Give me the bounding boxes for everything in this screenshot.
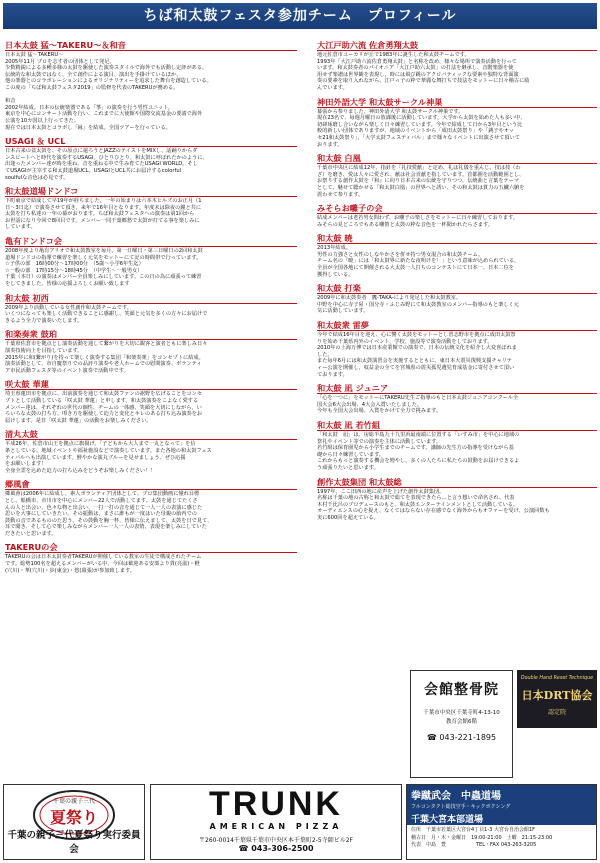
team-name: 和楽奏衆 鼓珀 — [5, 329, 297, 340]
team-description: 平成26年、佐倉市山王を拠点に旗揚げ。「子どもから大人まで一丸となって」を信 条としている。地域イベントや福祉施設などで演奏しています。また各地の和太鼓フェス ティバルへも出演しています。鮮やかな演丸ブルーを見せましょう、ぜひ応援 をお願いします！ 全身全霊を込めた迫力の打ち込みをどうぞお楽しみください！！ — [5, 441, 212, 474]
ad-drt-cert: 認定院 — [547, 709, 566, 716]
ad-drt-association — [517, 670, 597, 728]
team-profile — [317, 420, 597, 472]
team-profile — [5, 479, 297, 537]
ad-drt-subtitle: Double Hand Reset Technique — [520, 676, 594, 681]
team-description: TAKERUの会は日本太鼓奏者TAKERUが開催している教室の生徒で構成されたチーム です。総勢100名を超えるメンバーがいる中、今回は歓迎ある安部より貫(亮滋)・軽 (穴川)・華(穴川)・歩(東金)・悠(幕張)が参加致します。 — [5, 554, 202, 574]
team-profile — [317, 153, 597, 198]
ad-kaikan-seikotsuin — [410, 670, 513, 778]
trunk-tel: ☎ 043-306-2500 — [238, 844, 314, 853]
team-name: 亀有ドンドコ会 — [5, 236, 297, 247]
team-name: 和太鼓 打楽 — [317, 283, 597, 294]
team-description: 2013年結成。 男性の力強さと女性のしなやかさを併せ持つ男女混合の和太鼓チーム。 チーム名の「暁」には「和太鼓界に新たな夜明けを！」という意味が込められている。 全員が全国各地にて開催される大太鼓一人打ちのコンテストにて日本一、日本二位を 獲得している。 — [317, 245, 520, 278]
team-name: 郷風會 — [5, 479, 297, 490]
team-description: 「和太鼓 凪」は、房総半島九十九里浜最南端に位置する「いすみ市」を中心に地域の 祭礼やイベント等での演奏を主体に活動しています。 若竹組は保育園児から小学生までのチームです。講師の先生方の指導を受けながら基 礎から日々練習しています。 これからもっと演奏する機会を増やし、多くの人たちに私たちの鼓動をお届けできるよ う頑張りたいと思います。 — [317, 431, 520, 471]
team-profile — [317, 283, 597, 315]
team-description: 地元佐倉市ユーカリが丘で1983年に誕生した和太鼓チームです。 1993年「大江戸助六流佐倉勇翔太鼓」と名称を改め、様々な場所で演奏活動を行って います。和太鼓奏者のパイオニア「大江戸助六太鼓」の打法を継承し、音階楽器を使 用せず楽譜は世界観を表現し、時には飛び跳のアクロバティックな要素や独特な背面演 奏の要素を取り入れながら、江戸っ子の粋で華麗な舞打ちで技法をモットーに日々稽古に励 んでいます。 — [317, 52, 530, 91]
team-description: 2008年度より亀有アリオで和太鼓教室を毎月、第一日曜日・第三日曜日の2回和太鼓 道場ドンドコの指導で練習を楽しく元気をモットーにて記の時間帯で行っています。 ☆子供の部 16時00分〜17時00分 （5歳〜小学6年生迄） ☆一般の部 17時15分〜18時45分 （中学生〜一般男女） 千葉（本日）の演奏はメンバー全員楽しみにしています。この日の為に頑張って練習 をしてきました。皆様の応援よろしくお願い致します — [5, 248, 203, 288]
team-profile — [5, 40, 297, 131]
dojo-branch: 千葉大宮本部道場 — [411, 815, 484, 825]
team-profile — [5, 379, 297, 424]
team-description: 日本太鼓 猛〜TAKERU〜 2005年11月 プロを志す者の団体として発足。 少数精鋭による多種多様の太鼓を駆使した演奏スタイルで海外でも活動し定評がある。 伝統的な和太鼓ではなく、全て創作による演目、演出を手掛けているほか、 他の楽器とのコラボレーションによるオリジナリティーを追求した舞台を創造している。 この度の「ちば和太鼓フェスタ2019」の監修を代表のTAKERUが務める。 和音 2002年結成。日本の伝統楽器である「箏」の演奏を行う男性ユニット。 東京を中心にコンサート活動を行い、これまでに大使館や国際交流基金の要請で海外 公演を10カ国以上行ってきた。 現在では日本太鼓とコラボし「縁」を結成。全国ツアーを行っている。 — [5, 52, 212, 131]
team-name: 日本太鼓 猛〜TAKERU〜＆和音 — [5, 40, 297, 51]
team-profile — [317, 320, 597, 378]
team-name: TAKERUの会 — [5, 542, 297, 553]
team-name: 咲太鼓 華蓮 — [5, 379, 297, 390]
team-name: 清丸太鼓 — [5, 429, 297, 440]
ad-karate-dojo — [406, 784, 597, 860]
team-profile — [5, 329, 297, 374]
team-profile — [317, 383, 597, 415]
ad-kaikan-address: 千葉市中央区千葉寺町4-13-10 教育会館6階 — [423, 710, 500, 725]
team-description: 幕張から参りました、神田外語大学 和太鼓サークル神巣です。 現在23名で、毎週月曜日の放課後に活動しています。大学から太鼓を始めた人も多い中、 切磋琢磨し合いながら楽しく日々練習しています。今年で結成して日から3年目という比 較的新しい団体でありますが、地域のイベントから「成田太鼓祭り」や「銚子やオッ セ21和太鼓祭り」、「大学太鼓フェスティバル」まで様々なイベントに出演させて頂いて おります。 — [317, 108, 526, 148]
page-title: ちば和太鼓フェスタ参加チーム プロフィール — [3, 3, 597, 29]
team-description: 千葉県佐倉市を拠点とし演奏活動を通して繋がりを大切に観客と演者ともに楽しみ日々 演奏技術向上を目指しています。 2015年に和(繋がり)を持って楽しく演奏する集団「和楽奏衆」をコンセプトに結成。 演奏活動として、市自慶祭りでの品評り演奏や老人ホームでの慰問演奏、ボランティ ア市民活動フェスタ等のイベント演奏で活動中です。 — [5, 341, 208, 374]
team-name: 神田外語大学 和太鼓サークル神巣 — [317, 97, 597, 108]
team-profile — [317, 233, 597, 278]
team-name: 和太鼓 暁 — [317, 233, 597, 244]
natsumatsuri-logo-text: 夏祭り — [49, 808, 99, 827]
team-name: USAGI ＆ UCL — [5, 136, 297, 147]
trunk-address: 〒260-0014千葉県千葉市中央区本千葉町2-5寺師ビル2F — [199, 837, 353, 844]
team-description: 結成メンバーは老若男女問わず、お囃子の楽しさをモットーに日々練習しております。 みそらの見どころでもある囃笛と太鼓の粋な音色を一杯聞かれたらさます。 — [317, 215, 518, 228]
team-description: 日本古来の盆太鼓を、その原点に還ろうとJAZZのテイストをMIXし、話踊りからダ ンスビートへと時代を演奏するUSAGI。ひとりひとり、和太鼓に呼ばれたかのように、 出逢ったメンバー達が時を重ね、音を重ねる中で生み育てたUSAGI WORLD。そし てUSAGIが主宰する和太鼓道場UCL。USAGIとUCL共にお届けするcolorful soulfulな音色は必見です。 — [5, 148, 208, 181]
team-description: 2009年より活動している女性創作和太鼓チームです。 いくつになっても楽しく活動できることに感謝し、笑顔と元気を多くの方々にお届けで きるよう全力で演奏いたします。 — [5, 304, 208, 324]
team-description: 下町東京で結成して早19年が経ちました。一年の始まりは六本木ヒルズのお正月（1 日〜3日迄）で演奏させて頂き、来年で16年目となります。年度末は除夜の鐘と共に 太鼓を打ち私達の一年の幕がおります。ちば和太鼓フェスタへの演奏は第1回から お世話になり今回で8回目です。メンバー一同千葉郷愁で太鼓が打てる事を楽しみに しています。 — [5, 198, 202, 231]
ad-drt-name: 日本DRT協会 — [521, 689, 593, 702]
ad-natsumatsuri — [3, 784, 145, 860]
team-profile — [5, 236, 297, 288]
team-name: 和太鼓道場ドンドコ — [5, 186, 297, 197]
trunk-subtitle: AMERICAN PIZZA — [209, 822, 343, 831]
team-profile — [5, 186, 297, 231]
team-description: 埼玉県蓮田市を拠点に、出前演奏を通じて和太鼓ファンの裾野を広げることをコンセ プトとして活動している「咲太鼓 華蓮」と申します。和太鼓演奏をこよなく愛する メンバー達は、それぞれの世代の個性、チームの一体感、笑顔を大切にしながら、い ろいろな太鼓の打ち方、叩き方を駆使して迫力と変化とキレのある打ち込み演奏をお 届けします。是非「咲太鼓 華蓮」の活動をお楽しみください。 — [5, 391, 203, 424]
team-profile — [317, 97, 597, 149]
dojo-header — [407, 785, 596, 825]
ad-trunk-pizza — [150, 784, 402, 860]
team-name: 和太鼓 凪 ジュニア — [317, 383, 597, 394]
team-description: 「心を一つに」をモットーにTAKERU先生ご指導のもと日本太鼓ジュニアコンクール全 国大会6大会出場、4大会入賞いたしました。 今年も全国大会出場、入賞をかけて全力で挑みます。 — [317, 395, 519, 415]
ad-natsumatsuri-org: 千葉の親子三代夏祭り実行委員会 — [7, 830, 141, 855]
team-profile — [5, 542, 297, 574]
team-name: 創作太鼓集団 和太鼓総 — [317, 477, 597, 488]
ad-kaikan-tel: ☎ 043-221-1895 — [426, 733, 497, 742]
team-description: 千葉市中央区に結成12年、指針を「礼技愛献」と定め、礼は礼儀を重んじ、技は技（わ ざ）を磨き、愛は人々に愛され、献は社会貢献を指しています。首都圏を活動範囲とし、 お祭りする創作太鼓を『和』に向り日本古来の伝統を守りつつ、伝統曲と言葉をテーマ として、魅せて聴かせる「和太鼓白凰」の世界へと誘い、その和太鼓は貫力の五臓六腑を 震わせて参ります。 — [317, 165, 525, 198]
team-name: 大江戸助六流 佐倉勇翔太鼓 — [317, 40, 597, 51]
team-description: 今年で結成16年目を迎え、心に響く太鼓をモットーとし習志野市を拠点に成田太鼓祭 りを始め千葉県内外のイベント、学校、施設等で演奏活動をしております。 2010年の上海万博では日本産業館での演奏で、日本の伝統文化を紹介し大変喜ばれま した。 また毎年6月には和太鼓演習会を実施するとともに、東日本大震災復興支援チャリテ ィー公演を開催し、収益金の全てを宮城県の震災孤児遺児育成基金に寄付させて頂い ております。 — [317, 332, 517, 378]
team-profile — [5, 293, 297, 325]
team-name: 和太鼓衆 雷夢 — [317, 320, 597, 331]
trunk-logo: TRUNK — [209, 785, 343, 823]
team-description: 2009年に和太鼓奏者 鷹-TAKA-により発足した和太鼓教室。 中野を中心に寺子屋・国分寺・ふじみ野にて和太鼓教室のメンバー指導のもと楽しく元 気に活動しています。 — [317, 295, 519, 315]
team-description: 1997年、ここ田西の地に産声を上げた創作太鼓集団。 名称は千葉の地の古称と和太鼓で総てを表現できたら…と言う想いで命名され、代表 木村千比呂のプロデュースのもと、和太鼓エンターテインメントとして活動している。 オーディエンスの心を捉え、なくてはならない存在感でなく海外からもオファーを受け、公演回数も 実に600回を超えている。 — [317, 488, 550, 521]
team-description: 郷風會は2006年に結成し、素人ボランティア団体として、プロ集団動画に憧れ目標 とし、船橋市、市川市を中心にメンバー22人で活動してます。太鼓を通じてたくさ んの人と出会い、色々な物と出会い、一打一打の音を通じて一人一人の表演に感じた 思いを大事にしていきたい。その振動は、まさに誰もが一度はいた母親の胎内での 鼓動の音であるもののた思う。その鼓動を胸一杯、皆様に伝えまして、太鼓を日で見て、 耳で聞き、そして心で楽しみながらメンバー一人一人の表情、表現を楽しみにしていた だきたいと思います。 — [5, 491, 213, 537]
team-name: みそらお囃子の会 — [317, 203, 597, 214]
dojo-title: 拳蹴武会 中蟲道場 — [411, 791, 501, 802]
team-profile — [317, 40, 597, 92]
dojo-info: 住所 千葉市若葉区大宮台4丁目1-3 大宮台自治会館1F 稽古日 月・木・金曜日 19:00-21:00 土曜 21:15-23:00 代表 中島 豊 TEL・FAX 043-263-3205 — [411, 827, 553, 848]
ad-kaikan-name: 会館整骨院 — [424, 682, 499, 698]
team-name: 和太鼓 初西 — [5, 293, 297, 304]
team-name: 和太鼓 白凰 — [317, 153, 597, 164]
team-profile — [5, 136, 297, 181]
team-profile — [317, 203, 597, 228]
team-name: 和太鼓 凪 若竹組 — [317, 420, 597, 431]
dojo-subtitle: フルコンタクト総技空手・キックボクシング — [411, 804, 511, 810]
natsumatsuri-logo-small: 千葉の親子三代 — [52, 798, 96, 805]
team-profile — [317, 477, 597, 522]
left-column — [5, 40, 297, 579]
team-profile — [5, 429, 297, 474]
right-column — [317, 40, 597, 527]
